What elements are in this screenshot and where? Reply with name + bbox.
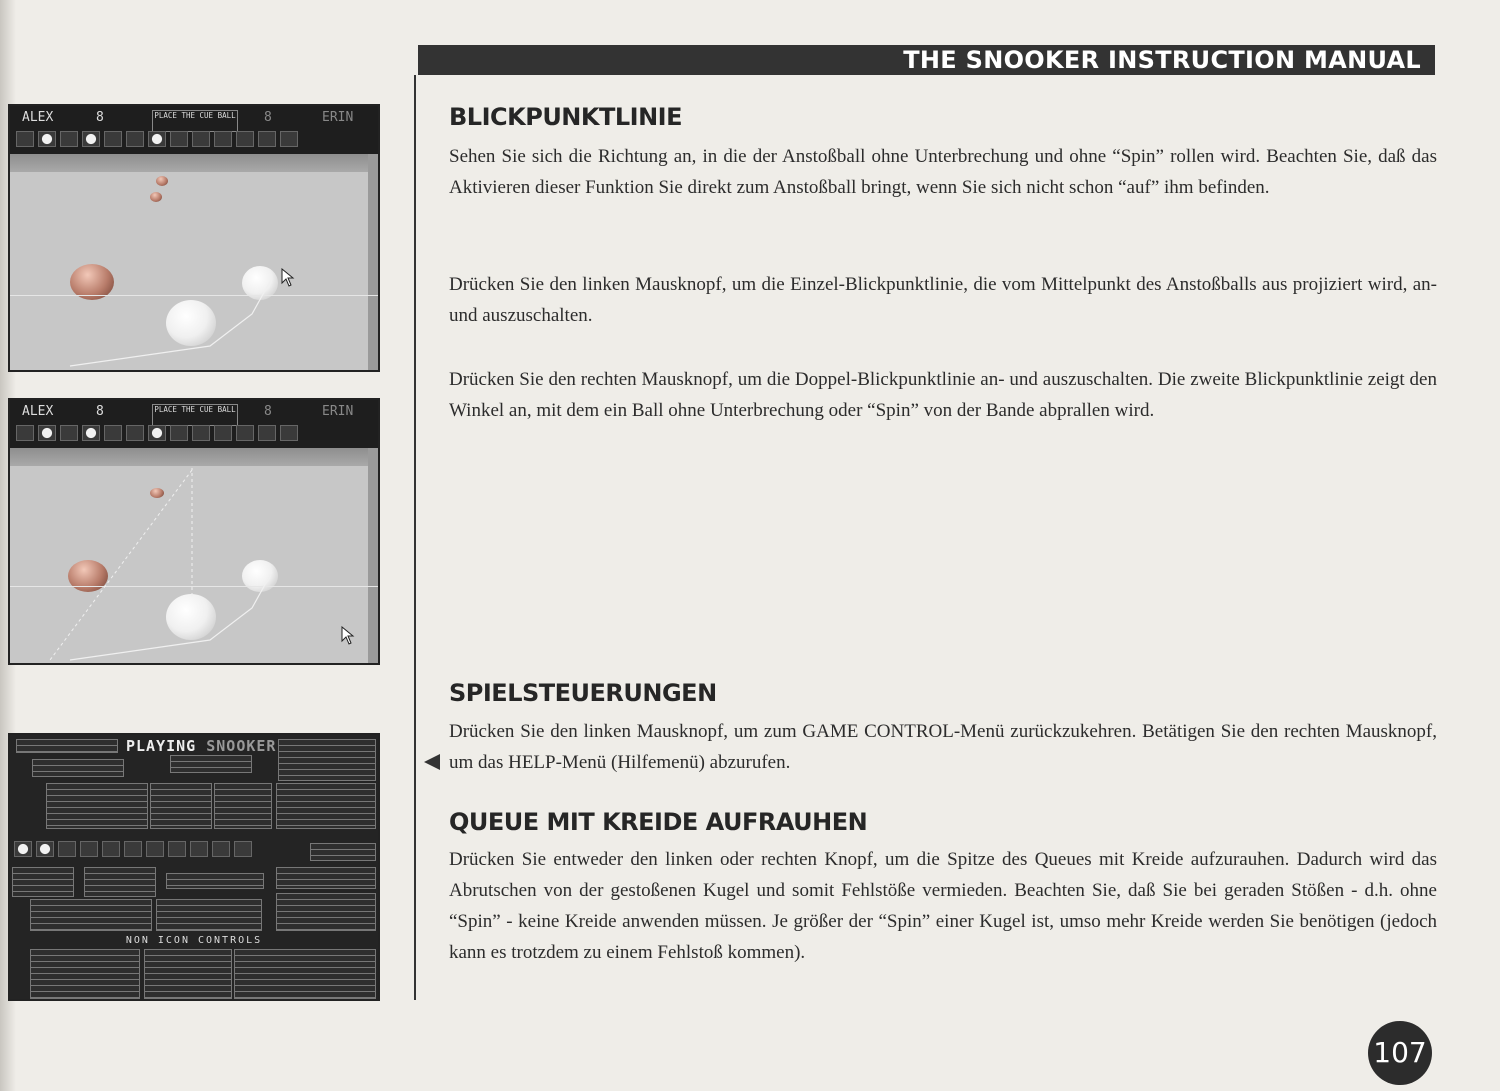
heading-blickpunktlinie: BLICKPUNKTLINIE (449, 103, 682, 131)
mouse-cursor-icon (340, 626, 356, 646)
view-icon (104, 131, 122, 147)
menu-box (278, 739, 376, 781)
aim-line-icon (214, 131, 232, 147)
menu-box (144, 949, 232, 999)
prompt-box: PLACE THE CUE BALL (152, 404, 238, 426)
page-number: 107 (1368, 1021, 1432, 1085)
icon-toolbar (16, 425, 334, 443)
game-hud (10, 400, 378, 448)
cue-icon (16, 131, 34, 147)
view-icon (126, 131, 144, 147)
ball-icon (148, 425, 166, 441)
cue-icon (16, 425, 34, 441)
menu-box (84, 867, 156, 897)
menu-box (276, 893, 376, 931)
view-icon (80, 841, 98, 857)
menu-box (32, 759, 124, 777)
menu-box (156, 899, 262, 931)
menu-box (276, 783, 376, 829)
ball-icon (38, 131, 56, 147)
player-right-name: ERIN (322, 404, 354, 419)
menu-box (30, 899, 152, 931)
game-controls-menu-screenshot (8, 733, 380, 1001)
menu-box (276, 867, 376, 889)
player-right-score: 8 (264, 404, 272, 419)
column-divider (414, 75, 416, 1000)
game-screenshot-double-line (8, 398, 380, 665)
menu-title-b: SNOOKER (206, 737, 277, 755)
heading-queue-mit-kreide: QUEUE MIT KREIDE AUFRAUHEN (449, 808, 868, 836)
snooker-table (10, 448, 378, 664)
manual-title: THE SNOOKER INSTRUCTION MANUAL (903, 46, 1421, 74)
player-right-score: 8 (264, 110, 272, 125)
table-icon (192, 425, 210, 441)
mouse-cursor-icon (280, 268, 296, 288)
chalk-icon (190, 841, 208, 857)
game-hud (10, 106, 378, 154)
menu-box (214, 783, 272, 829)
menu-icon (280, 131, 298, 147)
menu-box (166, 873, 264, 889)
paragraph: Drücken Sie den linken Mausknopf, um die Einzel-Blickpunktlinie, die vom Mittelpunkt des Anstoßballs aus projiziert wird, an- und auszuschalten. (449, 274, 1437, 326)
marker-icon (124, 841, 142, 857)
ball-icon (82, 131, 100, 147)
ball-icon (148, 131, 166, 147)
controls-menu (10, 735, 378, 999)
aim-line-icon (214, 425, 232, 441)
player-right-name: ERIN (322, 110, 354, 125)
menu-box (234, 949, 376, 999)
menu-box (16, 739, 118, 753)
icon-toolbar (14, 841, 282, 859)
ball-icon (36, 841, 54, 857)
menu-box (310, 843, 376, 861)
non-icon-controls-label: NON ICON CONTROLS (125, 935, 263, 946)
help-icon (258, 131, 276, 147)
view-icon (104, 425, 122, 441)
menu-box (12, 867, 74, 897)
player-left-score: 8 (96, 404, 104, 419)
marker-icon (170, 425, 188, 441)
game-screenshot-single-line (8, 104, 380, 372)
player-left-score: 8 (96, 110, 104, 125)
menu-box (30, 949, 140, 999)
menu-icon (280, 425, 298, 441)
help-icon (212, 841, 230, 857)
aim-line-icon (168, 841, 186, 857)
left-arrow-icon (424, 754, 440, 770)
help-icon (258, 425, 276, 441)
aim-lines (10, 448, 380, 664)
menu-title (126, 737, 276, 755)
view-icon (126, 425, 144, 441)
icon-toolbar (16, 131, 334, 149)
menu-box (150, 783, 212, 829)
header-bar (418, 45, 1435, 75)
menu-icon (234, 841, 252, 857)
paragraph: Drücken Sie den rechten Mausknopf, um die Doppel-Blickpunktlinie an- und auszuschalten. Die zweite Blickpunktlinie zeigt den Winkel an, mit dem ein Ball ohne Unterbrechung oder “Spin” von der Bande abprallen wird. (449, 369, 1437, 421)
spin-icon (60, 131, 78, 147)
ball-icon (38, 425, 56, 441)
paragraph: Drücken Sie den linken Mausknopf, um zum GAME CONTROL-Menü zurückzukehren. Betätigen Sie den rechten Mausknopf, um das HELP-Menü (Hilfemenü) abzurufen. (449, 721, 1437, 773)
ball-icon (82, 425, 100, 441)
ball-icon (14, 841, 32, 857)
view-icon (102, 841, 120, 857)
menu-box (170, 755, 252, 773)
heading-spielsteuerungen: SPIELSTEUERUNGEN (449, 679, 717, 707)
player-left-name: ALEX (22, 404, 54, 419)
player-left-name: ALEX (22, 110, 54, 125)
aim-line (10, 154, 380, 370)
menu-title-a: PLAYING (126, 737, 197, 755)
paragraph: Sehen Sie sich die Richtung an, in die der Anstoßball ohne Unterbrechung und ohne “Spin” rollen wird. Beachten Sie, daß das Aktivieren dieser Funktion Sie direkt zum Anstoßball bringt, wenn Sie sich nicht schon “auf” ihm befinden. (449, 146, 1437, 198)
menu-box (46, 783, 148, 829)
chalk-icon (236, 131, 254, 147)
spin-icon (60, 425, 78, 441)
paragraph: Drücken Sie entweder den linken oder rechten Knopf, um die Spitze des Queues mit Kreide aufzurauhen. Dadurch wird das Abrutschen von der gestoßenen Kugel und somit Fehlstöße vermieden. Beachten Sie, daß Sie bei geraden Stößen - d.h. ohne “Spin” - keine Kreide anwenden müssen. Je größer der “Spin” einer Kugel ist, umso mehr Kreide werden Sie benötigen (jedoch kann es trotzdem zu einem Fehlstoß kommen). (449, 849, 1437, 963)
snooker-table (10, 154, 378, 370)
chalk-icon (236, 425, 254, 441)
spin-icon (58, 841, 76, 857)
prompt-box: PLACE THE CUE BALL (152, 110, 238, 132)
table-icon (146, 841, 164, 857)
marker-icon (170, 131, 188, 147)
table-icon (192, 131, 210, 147)
